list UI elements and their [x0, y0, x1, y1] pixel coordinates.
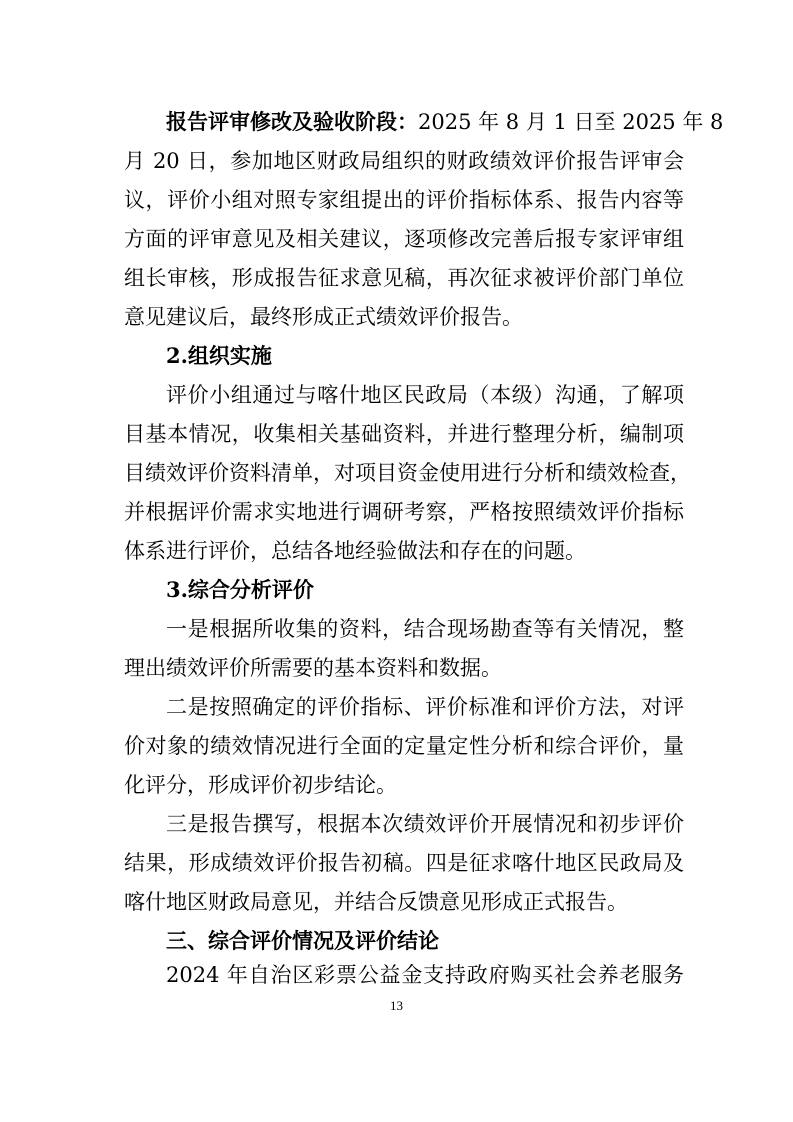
paragraph-line: 目基本情况，收集相关基础资料，并进行整理分析，编制项 — [124, 422, 684, 446]
paragraph-line: 价对象的绩效情况进行全面的定量定性分析和综合评价，量 — [124, 734, 684, 758]
paragraph-line: 月 20 日，参加地区财政局组织的财政绩效评价报告评审会 — [124, 149, 684, 173]
paragraph-line: 喀什地区财政局意见，并结合反馈意见形成正式报告。 — [124, 890, 628, 914]
paragraph-line: 并根据评价需求实地进行调研考察，严格按照绩效评价指标 — [124, 500, 684, 524]
paragraph-line: 一是根据所收集的资料，结合现场勘查等有关情况，整 — [166, 617, 684, 641]
paragraph-line: 化评分，形成评价初步结论。 — [124, 773, 397, 797]
paragraph-line: 议，评价小组对照专家组提出的评价指标体系、报告内容等 — [124, 188, 684, 212]
paragraph-line: 目绩效评价资料清单，对项目资金使用进行分析和绩效检查， — [124, 461, 691, 485]
section-heading-analysis: 3.综合分析评价 — [166, 577, 314, 602]
paragraph-line: 2024 年自治区彩票公益金支持政府购买社会养老服务 — [166, 963, 684, 987]
paragraph-line: 组长审核，形成报告征求意见稿，再次征求被评价部门单位 — [124, 266, 684, 290]
paragraph-line: 评价小组通过与喀什地区民政局（本级）沟通，了解项 — [166, 383, 684, 407]
paragraph-line: 三是报告撰写，根据本次绩效评价开展情况和初步评价 — [166, 812, 684, 836]
paragraph-line: 体系进行评价，总结各地经验做法和存在的问题。 — [124, 539, 586, 563]
page-number: 13 — [390, 998, 403, 1013]
paragraph-line: 意见建议后，最终形成正式绩效评价报告。 — [124, 305, 523, 329]
paragraph-text: 2025 年 8 月 1 日至 2025 年 8 — [418, 110, 724, 134]
paragraph-line: 结果，形成绩效评价报告初稿。四是征求喀什地区民政局及 — [124, 851, 684, 875]
section-heading-organize: 2.组织实施 — [166, 343, 272, 368]
chapter-heading-conclusion: 三、综合评价情况及评价结论 — [166, 928, 439, 953]
paragraph-line: 理出绩效评价所需要的基本资料和数据。 — [124, 656, 502, 680]
paragraph-line: 二是按照确定的评价指标、评价标准和评价方法，对评 — [166, 695, 684, 719]
paragraph-review-line — [166, 107, 724, 137]
paragraph-lead-bold: 报告评审修改及验收阶段： — [166, 109, 418, 134]
paragraph-line: 方面的评审意见及相关建议，逐项修改完善后报专家评审组 — [124, 227, 684, 251]
